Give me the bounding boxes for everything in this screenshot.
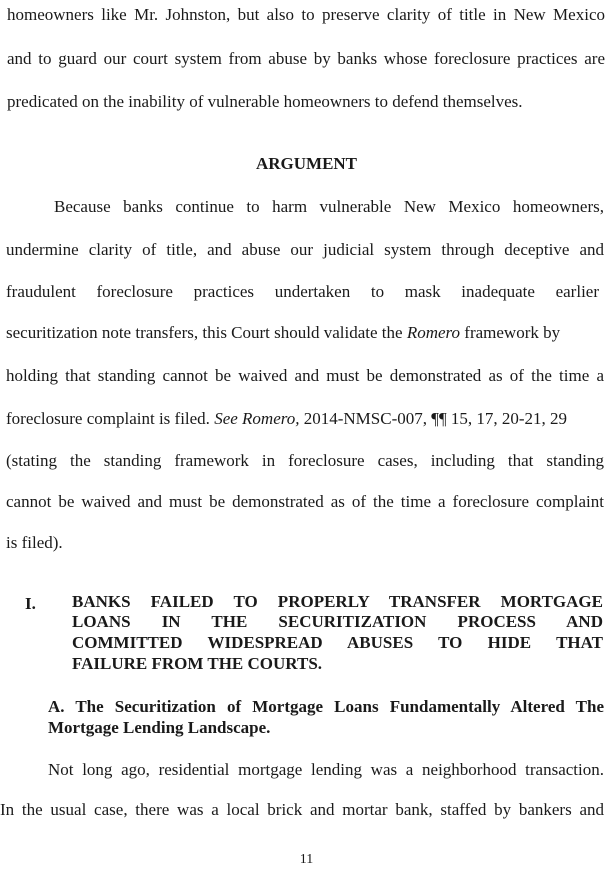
argument-line-3: fraudulent foreclosure practices undertaken to mask inadequate earlier xyxy=(6,282,599,301)
citation-pin: 2014-NMSC-007, ¶¶ 15, 17, 20-21, 29 xyxy=(299,409,568,428)
subsection-a-line-2: Mortgage Lending Landscape. xyxy=(48,718,271,737)
section-i-label: I. xyxy=(25,594,36,613)
argument-line-5: holding that standing cannot be waived and must be demonstrated as of the time a xyxy=(6,366,604,385)
intro-line-1: homeowners like Mr. Johnston, but also to preserve clarity of title in New Mexico xyxy=(7,5,605,24)
argument-line-9: is filed). xyxy=(6,533,63,552)
argument-line-4-text: securitization note transfers, this Court should validate the xyxy=(6,323,407,342)
argument-line-6 xyxy=(6,409,567,429)
argument-line-4-end: framework by xyxy=(460,323,561,342)
argument-line-8: cannot be waived and must be demonstrated as of the time a foreclosure complaint xyxy=(6,492,604,511)
page-number: 11 xyxy=(299,852,314,867)
argument-line-6-text: foreclosure complaint is filed. xyxy=(6,409,215,428)
argument-line-2: undermine clarity of title, and abuse our judicial system through deceptive and xyxy=(6,240,604,259)
intro-line-3: predicated on the inability of vulnerable homeowners to defend themselves. xyxy=(7,92,523,111)
argument-line-7: (stating the standing framework in foreclosure cases, including that standing xyxy=(6,451,604,470)
subsection-a-line-1: A. The Securitization of Mortgage Loans Fundamentally Altered The xyxy=(48,697,604,716)
citation-see-romero: See Romero, xyxy=(214,409,300,428)
section-i-line-2: LOANS IN THE SECURITIZATION PROCESS AND xyxy=(72,612,603,631)
body-line-2: In the usual case, there was a local brick and mortar bank, staffed by bankers and xyxy=(0,800,604,819)
section-i-line-4: FAILURE FROM THE COURTS. xyxy=(72,654,323,673)
section-i-line-1: BANKS FAILED TO PROPERLY TRANSFER MORTGAGE xyxy=(72,592,603,611)
case-name-romero: Romero xyxy=(406,323,461,342)
intro-line-2: and to guard our court system from abuse by banks whose foreclosure practices are xyxy=(7,49,605,68)
section-i-line-3: COMMITTED WIDESPREAD ABUSES TO HIDE THAT xyxy=(72,633,603,652)
argument-line-4 xyxy=(6,323,560,343)
argument-heading: ARGUMENT xyxy=(255,154,358,173)
body-line-1: Not long ago, residential mortgage lending was a neighborhood transaction. xyxy=(48,760,604,779)
argument-line-1: Because banks continue to harm vulnerable New Mexico homeowners, xyxy=(54,197,604,216)
